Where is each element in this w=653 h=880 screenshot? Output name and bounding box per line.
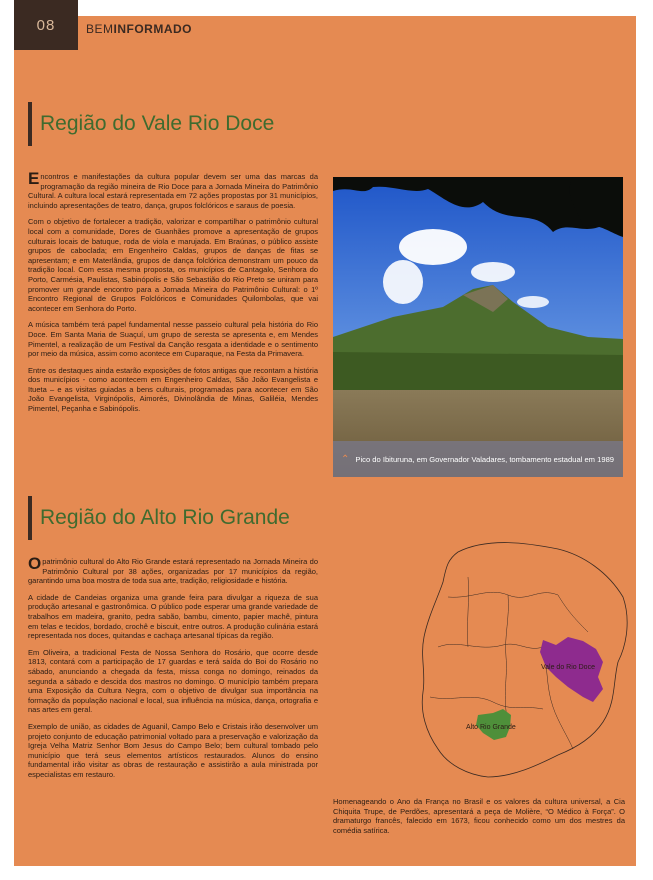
paragraph: A cidade de Candeias organiza uma grande feira para divulgar a riqueza de sua produção artesanal e gastronômica. O público pode esperar uma grande variedade de trabalhos em madeira, granito, pedra sabão, bambu, cimento, papier machê, pintura em telas e tecidos, bordado, crochê e biscuit, entre outros. A produção culinária estará representada nos doces, quitandas e cachaça artesanal típicas da região. xyxy=(28,592,318,641)
drop-cap: E xyxy=(28,169,40,188)
section-alto-text xyxy=(28,554,318,786)
paragraph: Entre os destaques ainda estarão exposições de fotos antigas que recontam a história dos municípios - como acontecem em Engenheiro Caldas, São João Evangelista e Itueta – e as visitas guiadas a bens culturais, programadas para acontecer em São João Evangelista, Virginópolis, Aimorés, Divinolândia de Minas, Galiléia, Mendes Pimentel, Peçanha e Sabinópolis. xyxy=(28,365,318,414)
paragraph: Com o objetivo de fortalecer a tradição, valorizar e compartilhar o patrimônio cultural local com a comunidade, Dores de Guanhães promove a apresentação de grupos culturais locais de batuque, roda de viola e marujada. Em Braúnas, o público assiste grupos de caboclada; em Engenheiro Caldas, grupos de danças de fitas se apresentam; e em Materlândia, grupos de dança folclórica demonstram um pouco da tradição local. Com essa mesma proposta, os municípios de Cantagalo, Senhora do Porto, Carmésia, Paulistas, Sabinópolis e São Sebastião do Rio Preto se uniram para promover um grande encontro para a Jornada Mineira do Patrimônio Cultural: o 1º Encontro Regional de Grupos Folclóricos e Comunidades Quilombolas, que vai acontecer em Senhora do Porto. xyxy=(28,217,318,313)
photo-caption: Pico do Ibituruna, em Governador Valadares, tombamento estadual em 1989 xyxy=(355,454,615,464)
paragraph-text: ncontros e manifestações da cultura popular devem ser uma das marcas da programação da região mineira de Rio Doce para a Jornada Mineira do Patrimônio Cultural. A cultura local estará representada em 72 ações propostas por 31 municípios, incluindo apresentações de teatro, dança, grupos folclóricos e saraus de poesia. xyxy=(28,172,318,210)
paragraph-text: patrimônio cultural do Alto Rio Grande estará representado na Jornada Mineira do Patrimônio Cultural por 38 ações, organizadas por 17 municípios da região, garantindo uma boa mostra de toda sua arte, tradição, religiosidade e história. xyxy=(28,557,318,586)
map-label-alto: Alto Rio Grande xyxy=(466,724,516,731)
section-title-alto: Região do Alto Rio Grande xyxy=(28,496,290,540)
state-outline-map xyxy=(418,537,633,787)
map-label-vale: Vale do Rio Doce xyxy=(541,664,595,671)
caret-up-icon: ⌃ xyxy=(341,453,350,465)
photo-pico-ibituruna xyxy=(333,177,623,477)
landscape-illustration xyxy=(333,177,623,477)
photo-caption-bar xyxy=(333,441,623,477)
paragraph: Exemplo de união, as cidades de Aguanil, Campo Belo e Cristais irão desenvolver um projeto conjunto de educação patrimonial voltado para a preservação e valorização da Igreja Velha Matriz Senhor Bom Jesus do Campo Belo; bem cultural tombado pelo município que terá seus elementos artísticos restaurados. Alunos do ensino fundamental irão visitar as obras de restauração e assistirão a aula ministrada por especialistas em restauro. xyxy=(28,721,318,779)
minas-gerais-map xyxy=(418,537,633,787)
page-number: 08 xyxy=(14,0,78,50)
paragraph: A música também terá papel fundamental nesse passeio cultural pela história do Rio Doce. Em Santa Maria de Suaçuí, um grupo de seresta se apresenta e, em Mendes Pimentel, a realização de um Festival da Canção resgata a identidade e o sentimento por meio da música, assim como acontece em Cuparaque, na Festa da Primavera. xyxy=(28,320,318,359)
section-vale-text xyxy=(28,169,318,421)
brand-suffix: INFORMADO xyxy=(113,22,193,36)
drop-cap: O xyxy=(28,554,42,573)
paragraph: Em Oliveira, a tradicional Festa de Nossa Senhora do Rosário, que ocorre desde 1813, contará com a participação de 17 guardas e terá saída do Boi do Rosário no sábado, anunciando a chegada da festa, missa conga no domingo, reinados da segunda a sábado e descida dos mastros no domingo. O município também prepara uma Exposição da Cultura Negra, com o objetivo de divulgar sua importância na formação da população nacional e local, sua influência na música, dança, ortografia e nas artes em geral. xyxy=(28,647,318,715)
paragraph xyxy=(28,554,318,586)
brand-prefix: BEM xyxy=(86,22,114,36)
paragraph xyxy=(28,169,318,210)
section-title-vale: Região do Vale Rio Doce xyxy=(28,102,274,146)
sidebar-note: Homenageando o Ano da França no Brasil e os valores da cultura universal, a Cia Chiquita Trupe, de Perdões, apresentará a peça de Molière, “O Médico à Força”. O dramaturgo francês, falecido em 1673, ficou conhecido como um dos mestres da comédia satírica. xyxy=(333,797,625,835)
magazine-brand xyxy=(86,22,192,36)
